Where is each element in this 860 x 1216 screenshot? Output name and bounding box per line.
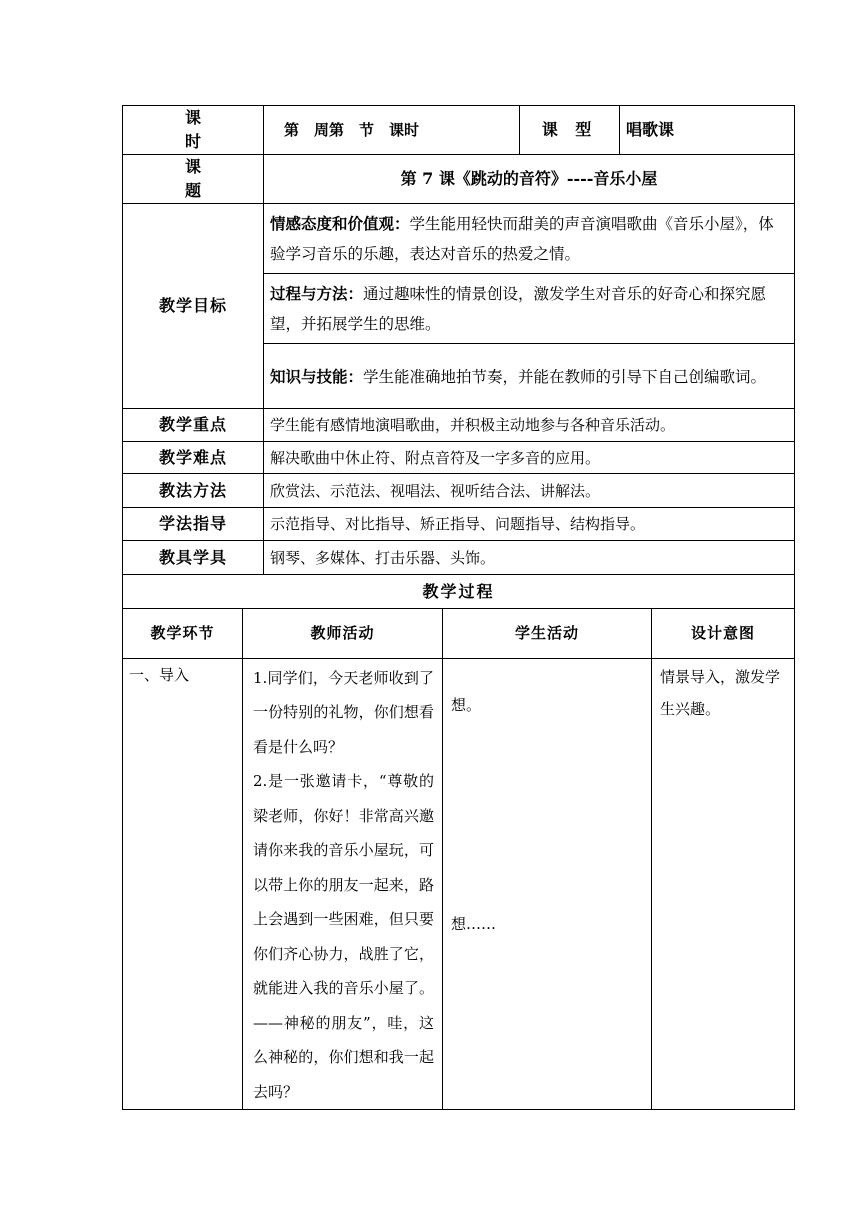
process-table — [122, 609, 795, 1110]
teaching-aids-value: 钢琴、多媒体、打击乐器、头饰。 — [264, 541, 795, 575]
topic-value: 第 7 课《跳动的音符》----音乐小屋 — [264, 155, 795, 204]
type-label: 课 型 — [520, 106, 620, 155]
key-points-value: 学生能有感情地演唱歌曲，并积极主动地参与各种音乐活动。 — [264, 409, 795, 442]
objective-emotion: 情感态度和价值观：学生能用轻快而甜美的声音演唱歌曲《音乐小屋》，体验学习音乐的乐趣，表达对音乐的热爱之情。 — [264, 204, 795, 274]
period-label: 课 时 — [123, 106, 264, 155]
difficulties-value: 解决歌曲中休止符、附点音符及一字多音的应用。 — [264, 442, 795, 474]
teaching-methods-value: 欣赏法、示范法、视唱法、视听结合法、讲解法。 — [264, 474, 795, 508]
student-response-2: 想…… — [451, 914, 497, 933]
key-points-label: 教学重点 — [123, 409, 264, 442]
objectives-table — [122, 204, 795, 609]
process-title: 教学过程 — [123, 575, 795, 609]
teacher-activity: 1.同学们，今天老师收到了一份特别的礼物，你们想看看是什么吗？ 2.是一张邀请卡，“尊敬的梁老师，你好！非常高兴邀请你来我的音乐小屋玩，可以带上你的朋友一起来，路上会遇到一些困难，但只要你们齐心协力，战胜了它，就能进入我的音乐小屋了。——神秘的朋友”，哇，这么神秘的，你们想和我一起去吗？ — [243, 658, 443, 1110]
topic-label: 课 题 — [123, 155, 264, 204]
difficulties-label: 教学难点 — [123, 442, 264, 474]
teaching-aids-label: 教具学具 — [123, 541, 264, 575]
objectives-label: 教学目标 — [123, 204, 264, 409]
step-intro: 一、导入 — [123, 658, 243, 1110]
teaching-methods-label: 教法方法 — [123, 474, 264, 508]
learning-guidance-label: 学法指导 — [123, 508, 264, 541]
objective-process: 过程与方法：通过趣味性的情景创设，激发学生对音乐的好奇心和探究愿望，并拓展学生的思维。 — [264, 274, 795, 344]
col-header-teacher: 教师活动 — [243, 609, 443, 658]
col-header-step: 教学环节 — [123, 609, 243, 658]
objective-knowledge: 知识与技能：学生能准确地拍节奏，并能在教师的引导下自己创编歌词。 — [264, 344, 795, 409]
col-header-design: 设计意图 — [652, 609, 795, 658]
student-activity — [443, 658, 652, 1110]
period-value: 第 周第 节 课时 — [264, 106, 520, 155]
type-value: 唱歌课 — [620, 106, 795, 155]
student-response-1: 想。 — [451, 695, 482, 714]
learning-guidance-value: 示范指导、对比指导、矫正指导、问题指导、结构指导。 — [264, 508, 795, 541]
col-header-student: 学生活动 — [443, 609, 652, 658]
design-intent: 情景导入，激发学生兴趣。 — [652, 658, 795, 1110]
lesson-plan — [122, 105, 794, 1110]
lesson-info-table — [122, 105, 795, 204]
